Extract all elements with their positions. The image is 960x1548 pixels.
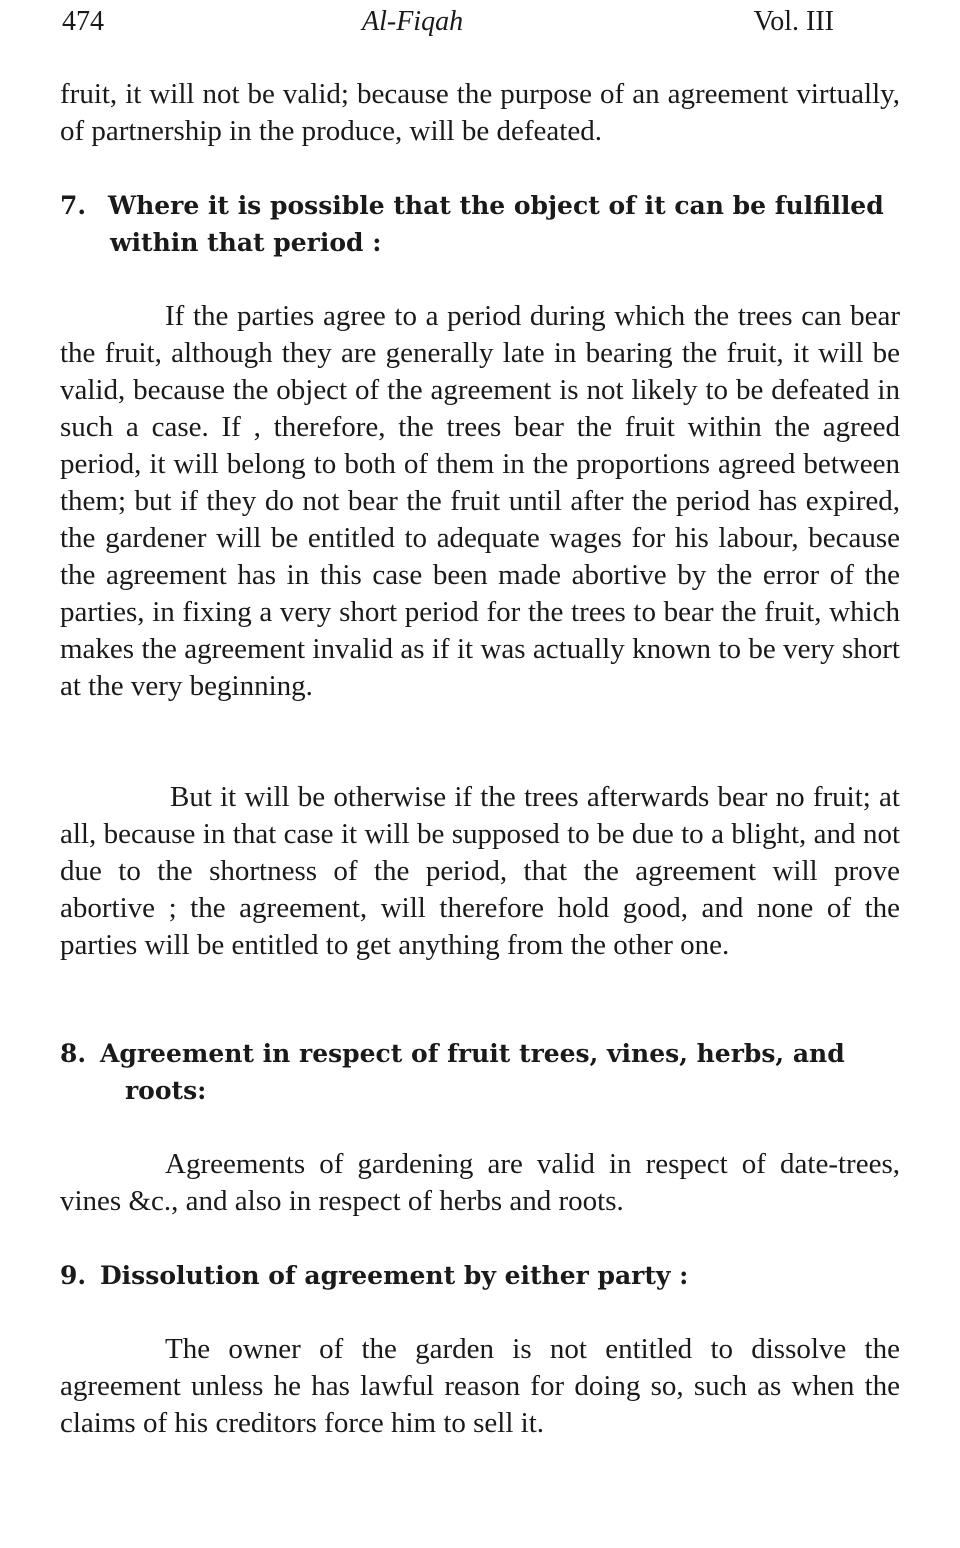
section-number: 9. [60,1261,87,1290]
section-heading-line2: within that period : [110,228,382,257]
section-heading-line1: Where it is possible that the object of it can be fulfilled [108,191,884,220]
section-heading-8 [60,1035,900,1109]
paragraph-body: But it will be otherwise if the trees afterwards bear no fruit; at all, because in that case it will be supposed to be due to a blight, and not due to the shortness of the period, that the agreement will prove abortive ; the agreement, will therefore hold good, and none of the parties will be entitled to get anything from the other one. [60,781,900,961]
paragraph-body: Agreements of gardening are valid in respect of date-trees, vines &c., and also in respect of herbs and roots. [60,1148,900,1217]
paragraph-body: The owner of the garden is not entitled to dissolve the agreement unless he has lawful reason for doing so, such as when the claims of his creditors force him to sell it. [60,1333,900,1439]
section-heading-line2: roots: [125,1076,207,1105]
book-title: Al-Fiqah [362,6,464,37]
section-heading-7 [60,187,900,261]
section-heading-9 [60,1257,900,1294]
paragraph-body: If the parties agree to a period during which the trees can bear the fruit, although they are generally late in bearing the fruit, it will be valid, because the object of the agreement is not likely to be defeated in such a case. If , therefore, the trees bear the fruit within the agreed period, it will belong to both of them in the proportions agreed between them; but if they do not bear the fruit until after the period has expired, the gardener will be entitled to adequate wages for his labour, because the agreement has in this case been made abortive by the error of the parties, in fixing a very short period for the trees to bear the fruit, which makes the agreement invalid as if it was actually known to be very short at the very beginning. [60,300,900,702]
section-heading-line1: Dissolution of agreement by either party : [100,1261,689,1290]
paragraph-continuation: fruit, it will not be valid; because the purpose of an agreement virtually, of partnership in the produce, will be defeated. [60,78,900,147]
volume-label: Vol. III [753,6,834,37]
section-number: 7. [60,191,87,220]
section-heading-line1: Agreement in respect of fruit trees, vines, herbs, and [100,1039,845,1068]
running-header [62,4,834,40]
section-number: 8. [60,1039,87,1068]
page-number: 474 [62,6,104,37]
